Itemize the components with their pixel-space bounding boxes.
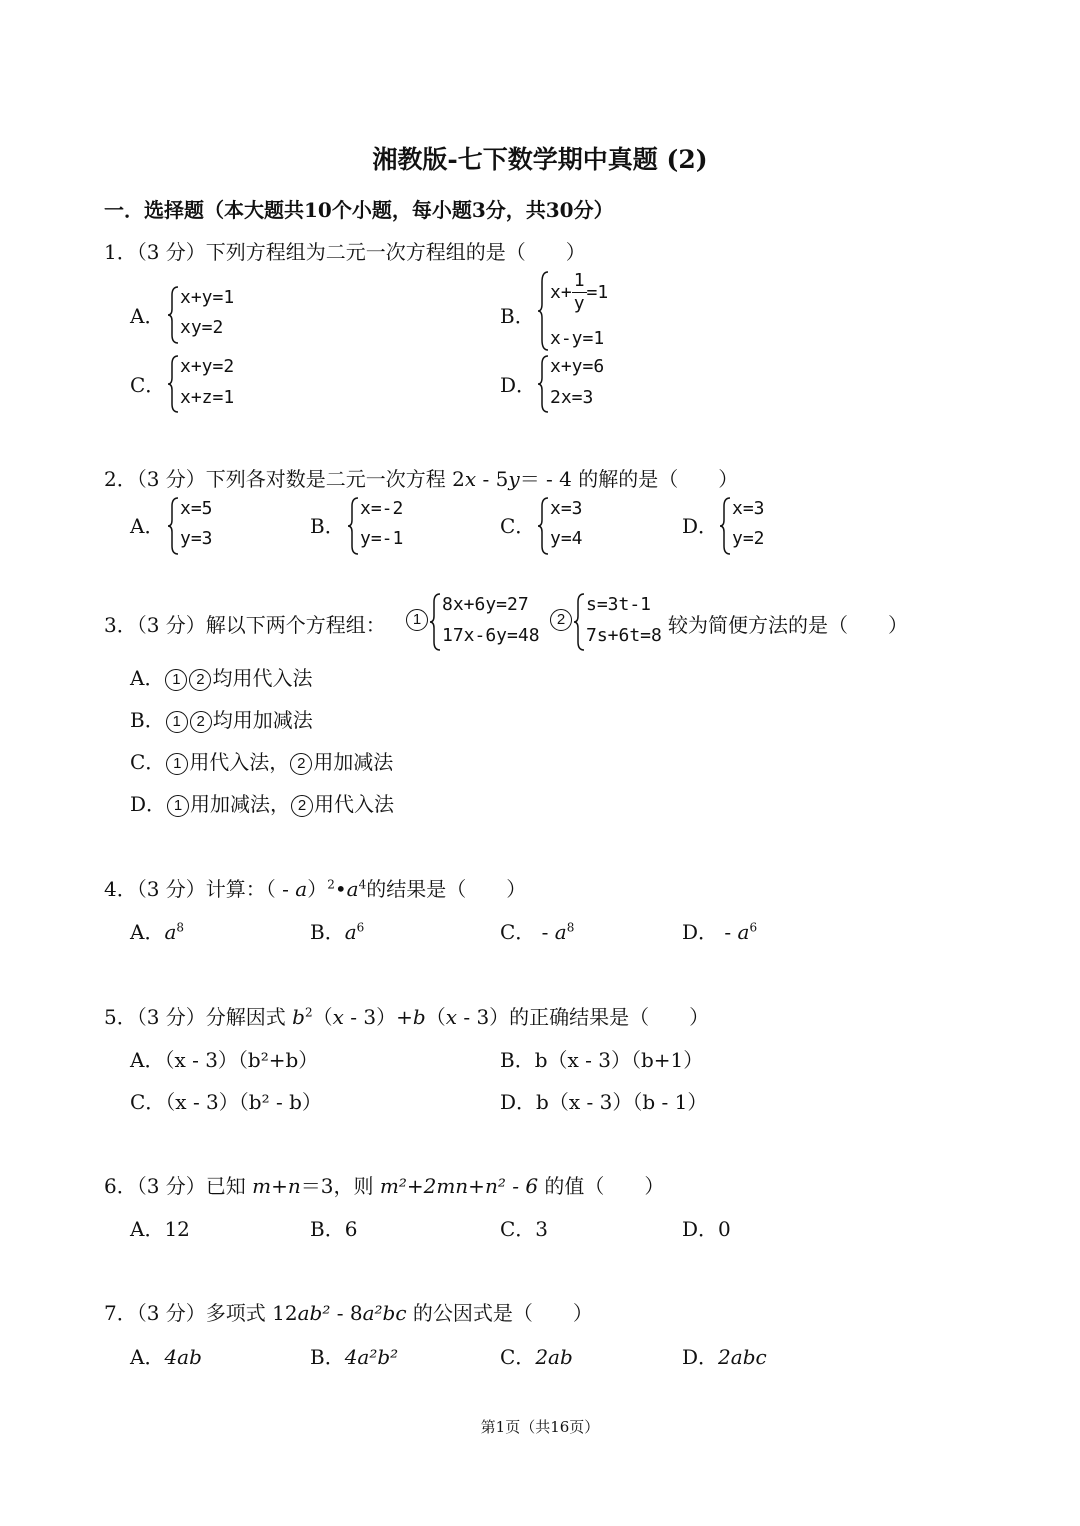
equation-line bbox=[550, 270, 608, 315]
q1-option-b-label: B． bbox=[500, 304, 535, 328]
variable: a bbox=[346, 877, 359, 901]
stem-part: ＝3，则 bbox=[300, 1174, 380, 1198]
circled-number-1: 1 bbox=[166, 753, 188, 775]
option-value: 4a²b² bbox=[344, 1345, 399, 1369]
q7-option-c bbox=[500, 1341, 573, 1370]
circled-number-2: 2 bbox=[291, 795, 313, 817]
expression: a²bc bbox=[362, 1301, 407, 1325]
q2-option-d-label: D． bbox=[682, 514, 719, 538]
option-text: 均用加减法 bbox=[212, 708, 313, 732]
question-5-stem bbox=[104, 1001, 709, 1030]
q5-option-a: A．（x ‐ 3）（b²+b） bbox=[130, 1048, 319, 1072]
circled-number-1: 1 bbox=[165, 669, 187, 691]
option-text: 用代入法， bbox=[189, 750, 290, 774]
option-text: 用代入法 bbox=[314, 792, 395, 816]
exponent: 8 bbox=[176, 920, 185, 935]
equation-line: 2x=3 bbox=[550, 387, 594, 408]
q6-option-d: D．0 bbox=[682, 1217, 731, 1241]
q3-option-c bbox=[130, 746, 393, 775]
stem-part: ‐ 8 bbox=[330, 1301, 363, 1325]
option-text: 用加减法， bbox=[190, 792, 291, 816]
option-value: 2abc bbox=[718, 1345, 767, 1369]
equation-line: x+y=1 bbox=[180, 287, 235, 308]
expression: m+n bbox=[252, 1174, 301, 1198]
option-label: D． bbox=[682, 1345, 719, 1369]
option-label: C． bbox=[500, 1345, 536, 1369]
variable: a bbox=[295, 877, 308, 901]
stem-part: ‐ 5 bbox=[476, 467, 509, 491]
equation-line: s=3t-1 bbox=[586, 594, 652, 615]
circled-number-2: 2 bbox=[189, 669, 211, 691]
q1-option-c-label: C． bbox=[130, 373, 166, 397]
circled-number-2: 2 bbox=[190, 711, 212, 733]
equation-line: x=-2 bbox=[360, 498, 404, 519]
stem-part: ‐ 3）的正确结果是（ ） bbox=[456, 1005, 710, 1029]
q1-option-a-label: A． bbox=[130, 304, 165, 328]
q4-option-b bbox=[310, 916, 364, 945]
brace-icon bbox=[168, 354, 180, 414]
variable: a bbox=[344, 920, 357, 944]
equation-part: =1 bbox=[586, 282, 609, 303]
stem-part: （ bbox=[312, 1005, 333, 1029]
q7-option-d bbox=[682, 1341, 767, 1370]
equation-line: x+y=2 bbox=[180, 356, 235, 377]
variable: a bbox=[737, 920, 750, 944]
option-text: 均用代入法 bbox=[212, 666, 313, 690]
stem-part: 的公因式是（ ） bbox=[406, 1301, 593, 1325]
equation-line: xy=2 bbox=[180, 317, 224, 338]
circled-number-2: 2 bbox=[550, 609, 572, 631]
q3-option-a bbox=[130, 662, 312, 691]
expression: m²+2mn+n² ‐ 6 bbox=[379, 1174, 539, 1198]
question-1-stem: 1．（3 分）下列方程组为二元一次方程组的是（ ） bbox=[104, 240, 586, 264]
expression: ab² bbox=[297, 1301, 331, 1325]
q2-option-b-label: B． bbox=[310, 514, 345, 538]
circled-number-1: 1 bbox=[167, 795, 189, 817]
brace-icon bbox=[574, 592, 586, 652]
q7-option-b bbox=[310, 1341, 398, 1370]
equation-line: x=3 bbox=[550, 498, 583, 519]
q3-option-b bbox=[130, 704, 313, 733]
variable: b bbox=[412, 1005, 426, 1029]
stem-part: （ bbox=[425, 1005, 446, 1029]
equation-line: x-y=1 bbox=[550, 328, 605, 349]
q4-option-a bbox=[130, 916, 184, 945]
stem-part: 4．（3 分）计算：（ ‐ bbox=[104, 877, 296, 901]
option-label: A． bbox=[130, 920, 165, 944]
exponent: 2 bbox=[327, 877, 335, 892]
stem-part: ） bbox=[307, 877, 328, 901]
question-7-stem bbox=[104, 1297, 593, 1326]
equation-line: x+z=1 bbox=[180, 387, 235, 408]
fraction-denominator: y bbox=[573, 293, 585, 314]
q2-option-c-label: C． bbox=[500, 514, 536, 538]
q2-option-a-label: A． bbox=[130, 514, 165, 538]
option-label: D． bbox=[682, 920, 719, 944]
variable: x bbox=[332, 1005, 344, 1029]
option-value: 2ab bbox=[535, 1345, 573, 1369]
option-value: 4ab bbox=[164, 1345, 202, 1369]
circled-number-1: 1 bbox=[406, 609, 428, 631]
minus-sign: ‐ bbox=[535, 920, 555, 944]
section-heading: 一．选择题（本大题共10个小题，每小题3分，共30分） bbox=[104, 198, 614, 222]
brace-icon bbox=[168, 496, 180, 556]
variable: y bbox=[508, 467, 520, 491]
brace-icon bbox=[348, 496, 360, 556]
fraction-numerator: 1 bbox=[573, 270, 585, 291]
variable: x bbox=[445, 1005, 457, 1029]
brace-icon bbox=[430, 592, 442, 652]
option-label: B． bbox=[310, 1345, 345, 1369]
option-label: A． bbox=[130, 666, 165, 690]
equation-part: x+ bbox=[550, 282, 572, 303]
stem-part: ‐ 3）+ bbox=[343, 1005, 413, 1029]
dot-operator: • bbox=[334, 877, 347, 901]
stem-part: 5．（3 分）分解因式 bbox=[104, 1005, 293, 1029]
equation-line: 17x-6y=48 bbox=[442, 625, 540, 646]
q4-option-d bbox=[682, 916, 757, 945]
equation-line: x+y=6 bbox=[550, 356, 605, 377]
exponent: 8 bbox=[566, 920, 575, 935]
q1-option-d-label: D． bbox=[500, 373, 537, 397]
question-2-stem bbox=[104, 463, 738, 492]
equation-line: y=-1 bbox=[360, 528, 404, 549]
option-label: C． bbox=[130, 750, 166, 774]
option-label: D． bbox=[130, 792, 167, 816]
question-3-stem-b: 较为简便方法的是（ ） bbox=[668, 613, 908, 637]
equation-line: y=4 bbox=[550, 528, 583, 549]
equation-line: 8x+6y=27 bbox=[442, 594, 529, 615]
equation-line: x=3 bbox=[732, 498, 765, 519]
brace-icon bbox=[538, 270, 550, 352]
option-label: B． bbox=[130, 708, 165, 732]
stem-part: 6．（3 分）已知 bbox=[104, 1174, 253, 1198]
equation-line: y=2 bbox=[732, 528, 765, 549]
variable: x bbox=[464, 467, 477, 491]
variable: b bbox=[292, 1005, 305, 1029]
q6-option-a: A．12 bbox=[130, 1217, 190, 1241]
equation-line: x=5 bbox=[180, 498, 213, 519]
variable: a bbox=[554, 920, 567, 944]
brace-icon bbox=[538, 354, 550, 414]
page-title: 湘教版-七下数学期中真题 (2) bbox=[372, 145, 708, 174]
fraction bbox=[572, 270, 587, 315]
q6-option-c: C．3 bbox=[500, 1217, 549, 1241]
q5-option-b: B．b（x ‐ 3）（b+1） bbox=[500, 1048, 704, 1072]
brace-icon bbox=[538, 496, 550, 556]
stem-part: 的值（ ） bbox=[538, 1174, 665, 1198]
option-text: 用加减法 bbox=[313, 750, 394, 774]
page-footer: 第1页（共16页） bbox=[480, 1418, 600, 1436]
equation-line: 7s+6t=8 bbox=[586, 625, 662, 646]
q6-option-b: B．6 bbox=[310, 1217, 358, 1241]
circled-number-1: 1 bbox=[166, 711, 188, 733]
q5-option-d: D．b（x ‐ 3）（b ‐ 1） bbox=[500, 1090, 708, 1114]
q7-option-a bbox=[130, 1341, 202, 1370]
minus-sign: ‐ bbox=[718, 920, 738, 944]
equation-line: y=3 bbox=[180, 528, 213, 549]
exponent: 2 bbox=[304, 1005, 313, 1020]
stem-part: 7．（3 分）多项式 12 bbox=[104, 1301, 298, 1325]
question-3-stem-a: 3．（3 分）解以下两个方程组： bbox=[104, 613, 386, 637]
stem-part: 的结果是（ ） bbox=[366, 877, 527, 901]
option-label: A． bbox=[130, 1345, 165, 1369]
question-6-stem bbox=[104, 1170, 664, 1199]
exponent: 6 bbox=[356, 920, 365, 935]
option-label: B． bbox=[310, 920, 345, 944]
option-label: C． bbox=[500, 920, 536, 944]
stem-part: ＝ ‐ 4 的解的是（ ） bbox=[519, 467, 739, 491]
stem-part: 2．（3 分）下列各对数是二元一次方程 2 bbox=[104, 467, 465, 491]
exponent: 4 bbox=[358, 877, 367, 892]
brace-icon bbox=[168, 285, 180, 345]
q3-option-d bbox=[130, 788, 394, 817]
brace-icon bbox=[720, 496, 732, 556]
circled-number-2: 2 bbox=[290, 753, 312, 775]
variable: a bbox=[164, 920, 177, 944]
q5-option-c: C．（x ‐ 3）（b² ‐ b） bbox=[130, 1090, 322, 1114]
exponent: 6 bbox=[749, 920, 758, 935]
q4-option-c bbox=[500, 916, 574, 945]
question-4-stem bbox=[104, 873, 526, 902]
